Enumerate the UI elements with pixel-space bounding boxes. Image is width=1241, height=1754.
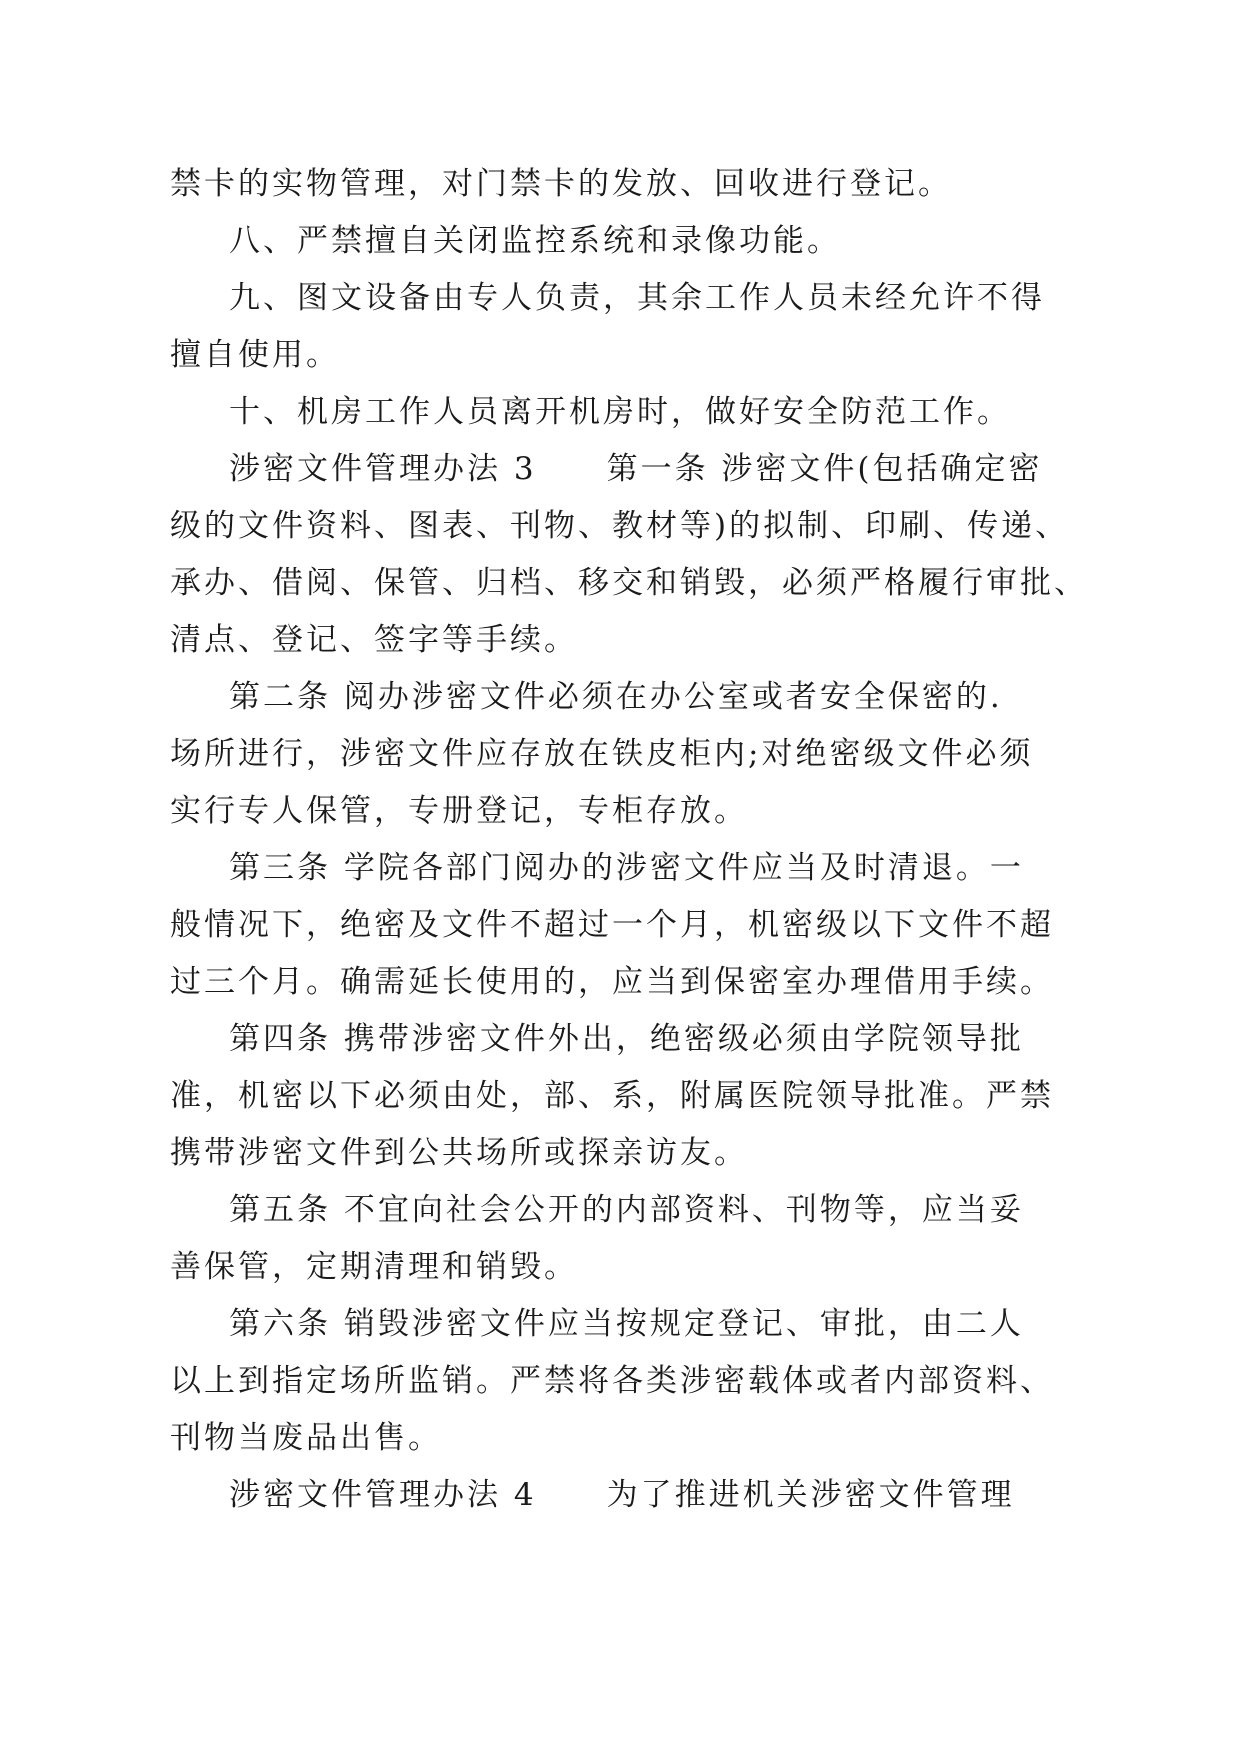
text-line: 清点、登记、签字等手续。: [170, 622, 578, 658]
text-line: 准，机密以下必须由处，部、系，附属医院领导批准。严禁: [170, 1078, 1054, 1114]
text-line: 九、图文设备由专人负责，其余工作人员未经允许不得: [229, 280, 1045, 316]
text-line: 以上到指定场所监销。严禁将各类涉密载体或者内部资料、: [170, 1363, 1054, 1399]
text-line: 过三个月。确需延长使用的，应当到保密室办理借用手续。: [170, 964, 1054, 1000]
text-line: 禁卡的实物管理，对门禁卡的发放、回收进行登记。: [170, 166, 952, 202]
text-line: 实行专人保管，专册登记，专柜存放。: [170, 793, 748, 829]
section-heading-line: [229, 1465, 1015, 1525]
text-line: 第四条 携带涉密文件外出，绝密级必须由学院领导批: [229, 1021, 1024, 1057]
text-line: 第三条 学院各部门阅办的涉密文件应当及时清退。一: [229, 850, 1024, 886]
text-line: 八、严禁擅自关闭监控系统和录像功能。: [229, 223, 841, 259]
article-text: 第一条 涉密文件(包括确定密: [606, 451, 1043, 487]
text-line: 善保管，定期清理和销毁。: [170, 1249, 578, 1285]
text-line: 擅自使用。: [170, 337, 340, 373]
text-line: 第六条 销毁涉密文件应当按规定登记、审批，由二人: [229, 1306, 1024, 1342]
text-line: 级的文件资料、图表、刊物、教材等)的拟制、印刷、传递、: [170, 508, 1070, 544]
article-text: 为了推进机关涉密文件管理: [606, 1477, 1015, 1513]
text-line: 场所进行，涉密文件应存放在铁皮柜内;对绝密级文件必须: [170, 736, 1034, 772]
section-heading: 涉密文件管理办法 4: [229, 1477, 537, 1513]
text-line: 十、机房工作人员离开机房时，做好安全防范工作。: [229, 394, 1011, 430]
section-heading: 涉密文件管理办法 3: [229, 451, 537, 487]
text-line: 刊物当废品出售。: [170, 1420, 442, 1456]
text-line: 携带涉密文件到公共场所或探亲访友。: [170, 1135, 748, 1171]
text-line: 第五条 不宜向社会公开的内部资料、刊物等，应当妥: [229, 1192, 1024, 1228]
text-line: 般情况下，绝密及文件不超过一个月，机密级以下文件不超: [170, 907, 1054, 943]
text-line: 第二条 阅办涉密文件必须在办公室或者安全保密的.: [229, 679, 1003, 715]
section-heading-line: [229, 439, 1043, 499]
text-line: 承办、借阅、保管、归档、移交和销毁，必须严格履行审批、: [170, 565, 1088, 601]
